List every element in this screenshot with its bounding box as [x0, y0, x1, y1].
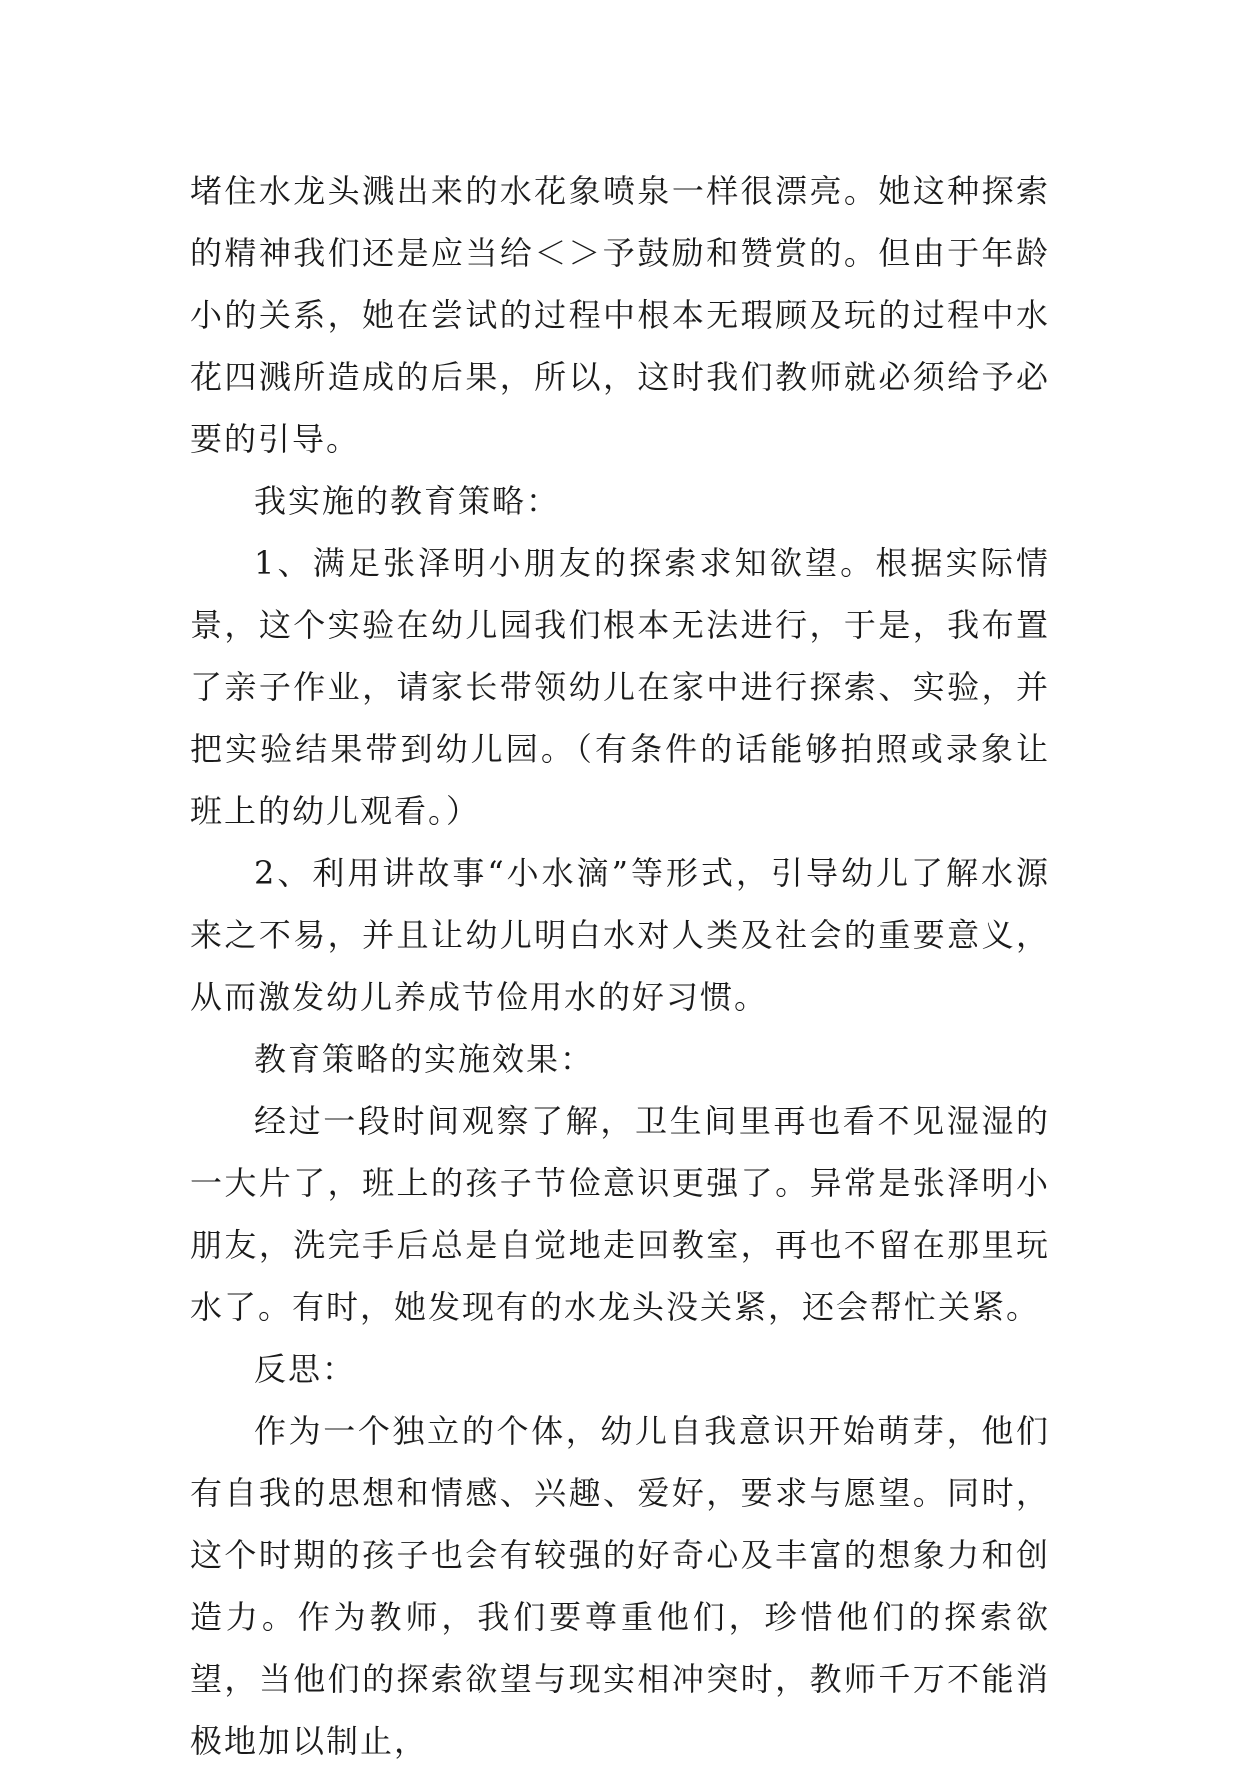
- heading-reflection: 反思：: [254, 1350, 357, 1388]
- paragraph-effect: 经过一段时间观察了解，卫生间里再也看不见湿湿的一大片了，班上的孩子节俭意识更强了。异常是张泽明小朋友，洗完手后总是自觉地走回教室，再也不留在那里玩水了。有时，她发现有的水龙头没关紧，还会帮忙关紧。: [190, 1102, 1050, 1326]
- body-text: [190, 160, 1050, 1772]
- paragraph-strategy-2: 2、利用讲故事“小水滴”等形式，引导幼儿了解水源来之不易，并且让幼儿明白水对人类及社会的重要意义，从而激发幼儿养成节俭用水的好习惯。: [190, 854, 1050, 1016]
- paragraph-reflection: 作为一个独立的个体，幼儿自我意识开始萌芽，他们有自我的思想和情感、兴趣、爱好，要求与愿望。同时，这个时期的孩子也会有较强的好奇心及丰富的想象力和创造力。作为教师，我们要尊重他们，珍惜他们的探索欲望，当他们的探索欲望与现实相冲突时，教师千万不能消极地加以制止，: [190, 1412, 1050, 1760]
- paragraph-continuation: 堵住水龙头溅出来的水花象喷泉一样很漂亮。她这种探索的精神我们还是应当给＜＞予鼓励和赞赏的。但由于年龄小的关系，她在尝试的过程中根本无瑕顾及玩的过程中水花四溅所造成的后果，所以，这时我们教师就必须给予必要的引导。: [190, 172, 1050, 458]
- heading-education-strategy: 我实施的教育策略：: [254, 482, 561, 520]
- heading-strategy-effect: 教育策略的实施效果：: [254, 1040, 595, 1078]
- paragraph-strategy-1: 1、满足张泽明小朋友的探索求知欲望。根据实际情景，这个实验在幼儿园我们根本无法进行，于是，我布置了亲子作业，请家长带领幼儿在家中进行探索、实验，并把实验结果带到幼儿园。（有条件的话能够拍照或录象让班上的幼儿观看。）: [190, 544, 1050, 830]
